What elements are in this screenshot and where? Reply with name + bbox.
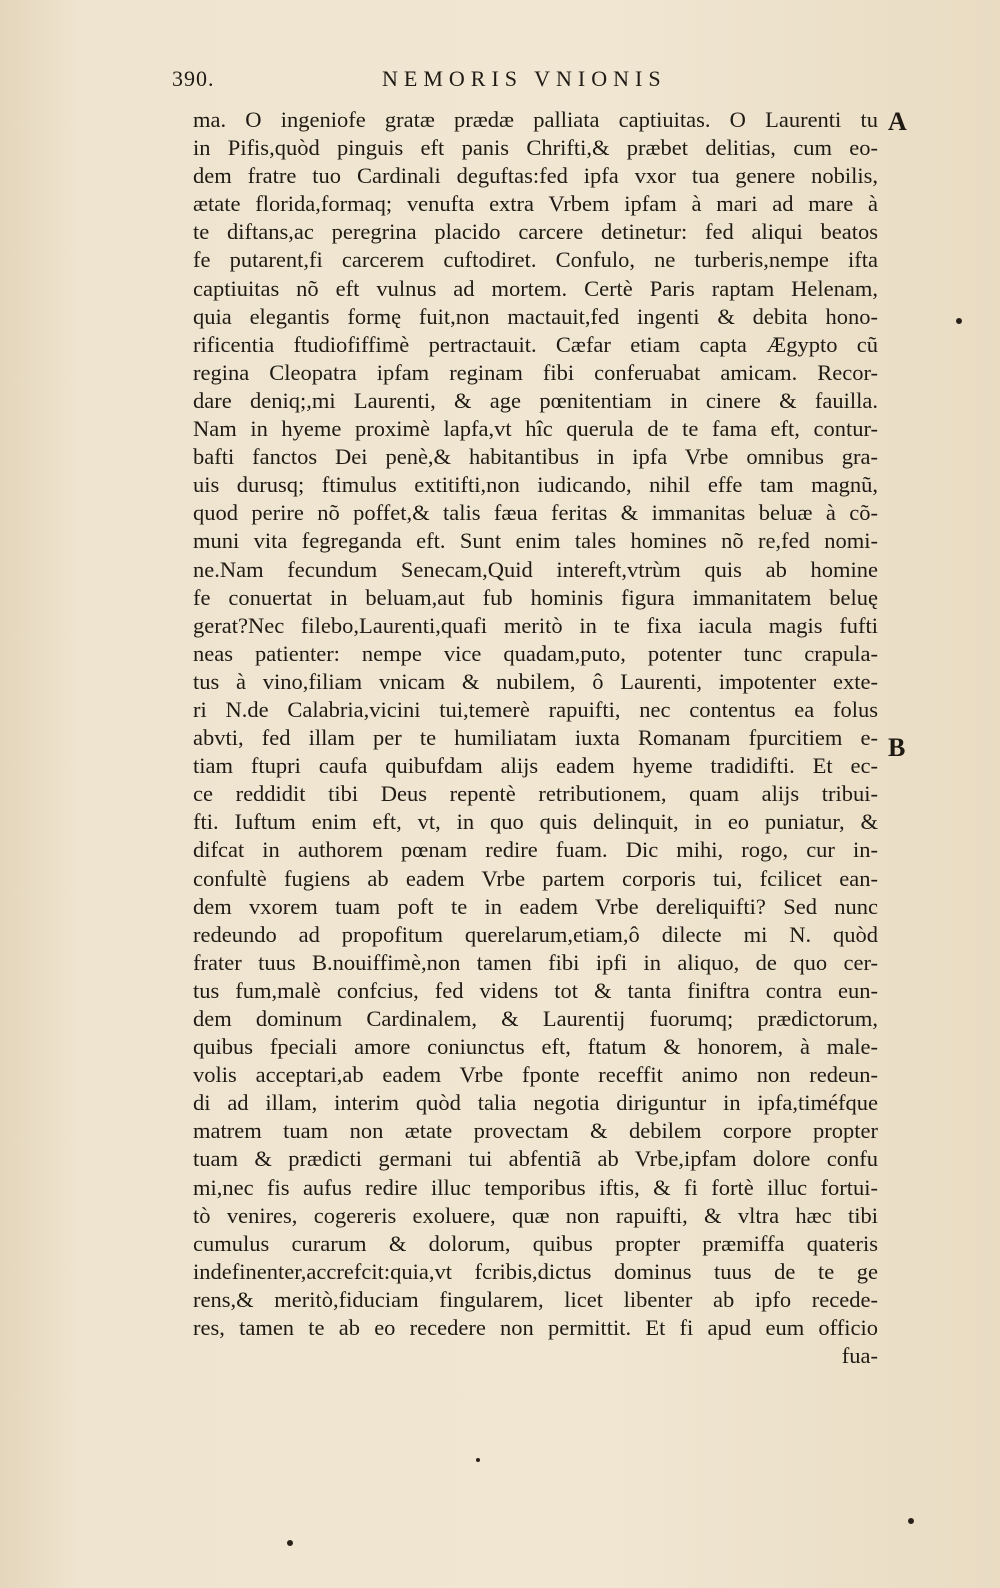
text-line: fe putarent,fi carcerem cuftodiret. Confulo, ne turberis,nempe ifta <box>193 247 878 273</box>
text-line: fti. Iuftum enim eft, vt, in quo quis delinquit, in eo puniatur, & <box>193 809 878 835</box>
page-number: 390. <box>172 66 215 91</box>
text-line: captiuitas nõ eft vulnus ad mortem. Certè Paris raptam Helenam, <box>193 275 878 301</box>
text-line: dem fratre tuo Cardinali deguftas:fed ipfa vxor tua genere nobilis, <box>193 163 878 189</box>
page-header <box>172 66 892 98</box>
text-line: res, tamen te ab eo recedere non permittit. Et fi apud eum officio <box>193 1315 878 1341</box>
text-line: difcat in authorem pœnam redire fuam. Dic mihi, rogo, cur in- <box>193 837 878 863</box>
text-line: matrem tuam non ætate provectam & debilem corpore propter <box>193 1118 878 1144</box>
text-line: redeundo ad propofitum querelarum,etiam,ô dilecte mi N. quòd <box>193 921 878 947</box>
text-line: dem dominum Cardinalem, & Laurentij fuorumq; prædictorum, <box>193 1006 878 1031</box>
ink-speck <box>476 1458 480 1462</box>
text-line: di ad illam, interim quòd talia negotia diriguntur in ipfa,timéfque <box>193 1090 878 1116</box>
text-line: te diftans,ac peregrina placido carcere detinetur: fed aliqui beatos <box>193 219 878 245</box>
text-line: bafti fanctos Dei penè,& habitantibus in ipfa Vrbe omnibus gra- <box>193 444 878 470</box>
text-line: quibus fpeciali amore coniunctus eft, ftatum & honorem, à male- <box>193 1034 878 1060</box>
ink-speck <box>908 1518 914 1524</box>
text-line: ætate florida,formaq; venufta extra Vrbem ipfam à mari ad mare à <box>193 191 878 217</box>
text-line: ce reddidit tibi Deus repentè retributionem, quam alijs tribui- <box>193 781 878 807</box>
text-line: dem vxorem tuam poft te in eadem Vrbe dereliquifti? Sed nunc <box>193 893 878 919</box>
text-line: frater tuus B.nouiffimè,non tamen fibi ipfi in aliquo, de quo cer- <box>193 949 878 975</box>
text-line: gerat?Nec filebo,Laurenti,quafi meritò in te fixa iacula magis fufti <box>193 612 878 638</box>
ink-speck <box>956 318 962 324</box>
text-line: in Pifis,quòd pinguis eft panis Chrifti,& præbet delitias, cum eo- <box>193 135 878 161</box>
text-line: cumulus curarum & dolorum, quibus propter præmiffa quateris <box>193 1230 878 1256</box>
text-line: tuam & prædicti germani tui abfentiã ab Vrbe,ipfam dolore confu <box>193 1146 878 1172</box>
text-line: Nam in hyeme proximè lapfa,vt hîc querula de te fama eft, contur- <box>193 416 878 442</box>
text-line: quia elegantis formę fuit,non mactauit,fed ingenti & debita hono- <box>193 303 878 329</box>
text-line: fe conuertat in beluam,aut fub hominis figura immanitatem beluę <box>193 584 878 610</box>
ink-speck <box>287 1540 293 1546</box>
text-line: uis durusq; ftimulus extitifti,non iudicando, nihil effe tam magnũ, <box>193 472 878 498</box>
running-title: NEMORIS VNIONIS <box>382 66 667 91</box>
text-line: ma. O ingeniofe gratæ prædæ palliata captiuitas. O Laurenti tu <box>193 107 878 132</box>
text-line: mi,nec fis aufus redire illuc temporibus iftis, & fi fortè illuc fortui- <box>193 1174 878 1200</box>
text-line: muni vita fegreganda eft. Sunt enim tales homines nõ re,fed nomi- <box>193 528 878 554</box>
text-line: ne.Nam fecundum Senecam,Quid intereft,vtrùm quis ab homine <box>193 556 878 582</box>
text-line: abvti, fed illam per te humiliatam iuxta Romanam fpurcitiem e- <box>193 725 878 751</box>
margin-letter-a: A <box>888 107 907 136</box>
margin-letter-b: B <box>888 733 906 762</box>
text-line: neas patienter: nempe vice quadam,puto, potenter tunc crapula- <box>193 640 878 666</box>
body-text <box>193 106 878 1370</box>
text-line: rens,& meritò,fiduciam fingularem, licet libenter ab ipfo recede- <box>193 1286 878 1312</box>
text-line: ri N.de Calabria,vicini tui,temerè rapuifti, nec contentus ea folus <box>193 696 878 722</box>
text-line: volis acceptari,ab eadem Vrbe fponte receffit animo non redeun- <box>193 1062 878 1088</box>
text-line: tò venires, cogereris exoluere, quæ non rapuifti, & vltra hæc tibi <box>193 1202 878 1228</box>
text-line: dare deniq;,mi Laurenti, & age pœnitentiam in cinere & fauilla. <box>193 387 878 413</box>
text-line: quod perire nõ poffet,& talis fæua feritas & immanitas beluæ à cõ- <box>193 500 878 526</box>
text-line: rificentia ftudiofiffimè pertractauit. Cæfar etiam capta Ægypto cũ <box>193 331 878 357</box>
text-line: indefinenter,accrefcit:quia,vt fcribis,dictus dominus tuus de te ge <box>193 1258 878 1284</box>
catchword: fua- <box>841 1343 878 1369</box>
text-line: tus fum,malè confcius, fed videns tot & tanta finiftra contra eun- <box>193 977 878 1003</box>
text-line: regina Cleopatra ipfam reginam fibi conferuabat amicam. Recor- <box>193 359 878 385</box>
text-line: tiam ftupri caufa quibufdam alijs eadem hyeme tradidifti. Et ec- <box>193 753 878 779</box>
text-line: tus à vino,filiam vnicam & nubilem, ô Laurenti, impotenter exte- <box>193 668 878 694</box>
text-line: confultè fugiens ab eadem Vrbe partem corporis tui, fcilicet ean- <box>193 865 878 891</box>
